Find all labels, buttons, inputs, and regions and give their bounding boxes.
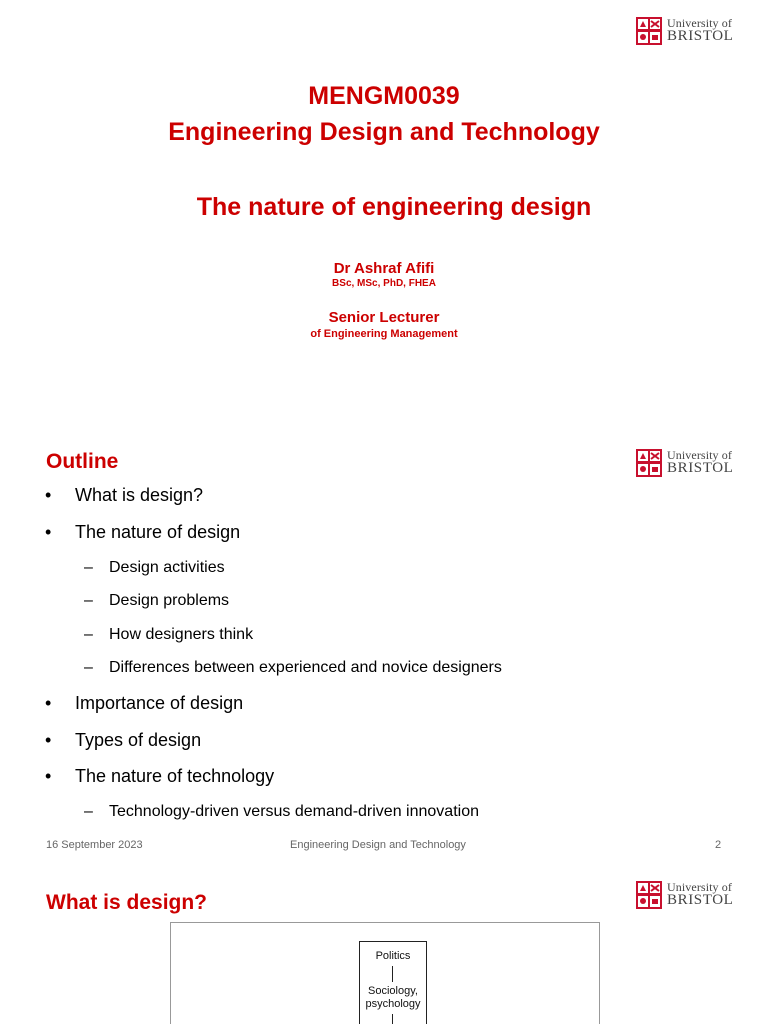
- figure-frame: [170, 922, 600, 1024]
- bullet-item: [45, 766, 274, 787]
- bullet-item: [45, 485, 203, 506]
- sub-bullet-text: How designers think: [109, 626, 254, 643]
- sub-bullet-marker: –: [84, 559, 93, 576]
- sub-bullet-item: [84, 592, 229, 610]
- footer-title: Engineering Design and Technology: [290, 839, 466, 851]
- author-department: of Engineering Management: [310, 328, 458, 340]
- university-logo: [636, 446, 736, 480]
- logo-line-bristol: BRISTOL: [667, 892, 734, 908]
- bullet-item: [45, 522, 240, 543]
- figure-label-politics: Politics: [375, 950, 411, 962]
- sub-bullet-text: Design problems: [109, 592, 230, 609]
- bristol-crest-icon: [636, 881, 662, 909]
- bullet-marker: •: [45, 693, 52, 713]
- sub-bullet-item: [84, 803, 479, 821]
- sub-bullet-item: [84, 659, 502, 677]
- bullet-item: [45, 693, 243, 714]
- footer-date: 16 September 2023: [46, 839, 143, 851]
- author-qualifications: BSc, MSc, PhD, FHEA: [332, 278, 436, 289]
- outline-slide: [0, 430, 768, 862]
- logo-line-university: University of: [667, 880, 732, 894]
- sub-bullet-marker: –: [84, 592, 93, 609]
- slide-heading: What is design?: [46, 891, 208, 914]
- figure-connector: [392, 966, 393, 982]
- lecture-title: The nature of engineering design: [196, 193, 592, 221]
- bullet-text: What is design?: [75, 485, 204, 505]
- sub-bullet-item: [84, 626, 253, 644]
- bullet-text: The nature of design: [75, 522, 241, 542]
- university-logo: [636, 878, 736, 912]
- sub-bullet-text: Design activities: [109, 559, 225, 576]
- footer-page-number: 2: [715, 839, 722, 851]
- logo-line-bristol: BRISTOL: [667, 28, 734, 44]
- figure-diagram-box: [359, 941, 427, 1024]
- logo-line-university: University of: [667, 448, 732, 462]
- author-name: Dr Ashraf Afifi: [333, 260, 435, 277]
- slide-heading: Outline: [46, 450, 119, 473]
- logo-line-university: University of: [667, 16, 732, 30]
- logo-line-bristol: BRISTOL: [667, 460, 734, 476]
- figure-label-sociology: Sociology, psychology: [365, 985, 421, 1010]
- figure-connector: [392, 1014, 393, 1024]
- title-slide: [0, 0, 768, 430]
- sub-bullet-marker: –: [84, 659, 93, 676]
- bullet-marker: •: [45, 522, 52, 542]
- bullet-marker: •: [45, 485, 52, 505]
- bullet-item: [45, 730, 201, 751]
- sub-bullet-text: Technology-driven versus demand-driven innovation: [109, 803, 479, 820]
- author-role: Senior Lecturer: [328, 309, 440, 326]
- university-logo: [636, 14, 736, 48]
- bullet-marker: •: [45, 766, 52, 786]
- bristol-crest-icon: [636, 449, 662, 477]
- course-code: MENGM0039: [308, 82, 460, 110]
- bullet-text: The nature of technology: [75, 766, 275, 786]
- bullet-marker: •: [45, 730, 52, 750]
- bristol-crest-icon: [636, 17, 662, 45]
- sub-bullet-marker: –: [84, 626, 93, 643]
- course-title: Engineering Design and Technology: [168, 118, 600, 146]
- sub-bullet-item: [84, 559, 225, 577]
- sub-bullet-marker: –: [84, 803, 93, 820]
- sub-bullet-text: Differences between experienced and novice designers: [109, 659, 502, 676]
- bullet-text: Importance of design: [75, 693, 244, 713]
- bullet-text: Types of design: [75, 730, 202, 750]
- what-is-design-slide: [0, 862, 768, 1024]
